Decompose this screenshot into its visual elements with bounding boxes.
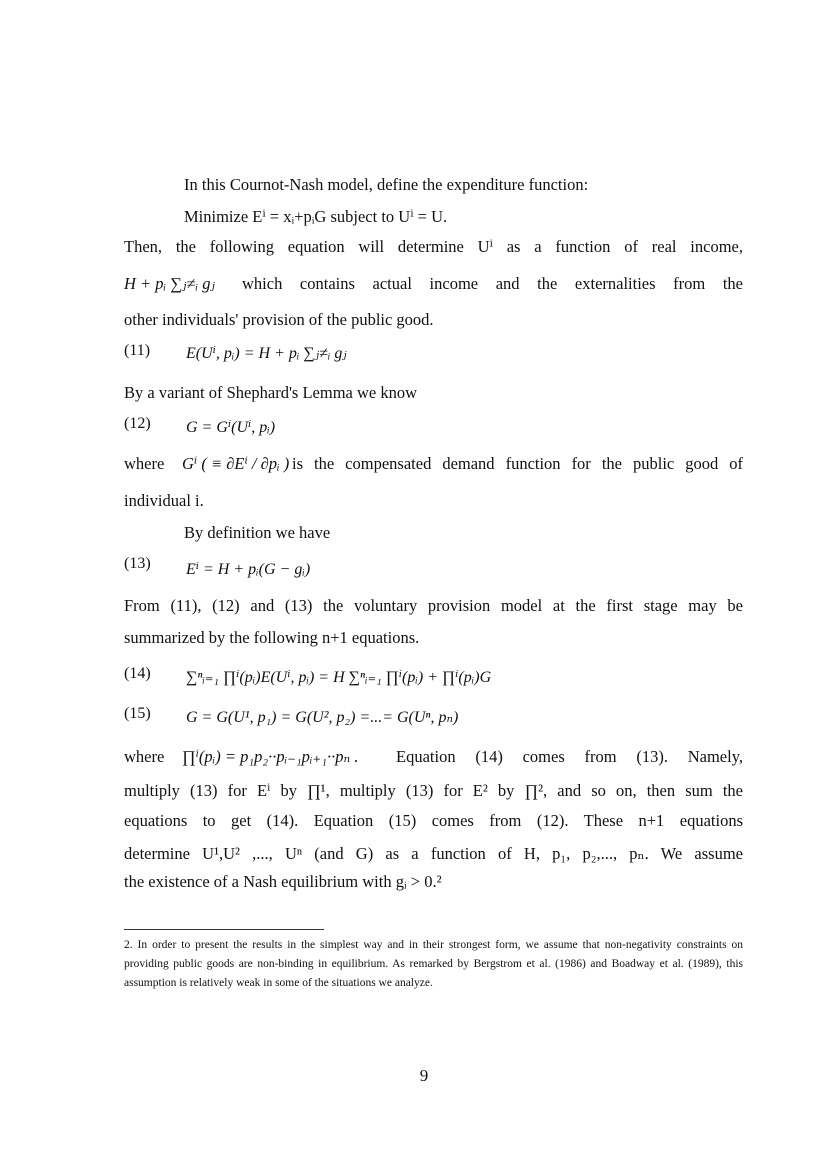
paragraph-line-13: multiply (13) for Eⁱ by ∏¹, multiply (13) for E² by ∏², and so on, then sum the	[124, 781, 743, 800]
equation-14: ∑ⁿᵢ₌₁ ∏ⁱ(pᵢ)E(Uⁱ, pᵢ) = H ∑ⁿᵢ₌₁ ∏ⁱ(pᵢ) + ∏ⁱ(pᵢ)G	[186, 669, 492, 686]
footnote-divider	[124, 929, 324, 930]
paragraph-line-4-text: which contains actual income and the externalities from the	[242, 274, 743, 293]
paragraph-line-2: Minimize Eⁱ = xᵢ+pᵢG subject to Uⁱ = U.	[184, 207, 448, 226]
paragraph-line-9: By definition we have	[184, 523, 331, 542]
where-label-2: where	[124, 747, 165, 766]
equation-13-number: (13)	[124, 555, 151, 572]
paragraph-line-4	[124, 273, 743, 295]
where-label: where	[124, 454, 165, 473]
paragraph-line-7-text: is the compensated demand function for the public good of	[292, 454, 743, 473]
paragraph-line-12-text: Equation (14) comes from (13). Namely,	[396, 747, 743, 766]
equation-13: Eⁱ = H + pᵢ(G − gᵢ)	[186, 561, 311, 578]
paragraph-line-16: the existence of a Nash equilibrium with gᵢ > 0.²	[124, 872, 442, 891]
paragraph-line-11: summarized by the following n+1 equations.	[124, 628, 420, 647]
equation-11-number: (11)	[124, 342, 151, 359]
equation-14-number: (14)	[124, 665, 151, 682]
compensated-demand-expression: Gⁱ ( ≡ ∂Eⁱ / ∂pᵢ )	[182, 454, 290, 473]
paragraph-line-1: In this Cournot-Nash model, define the expenditure function:	[184, 175, 589, 194]
equation-12-number: (12)	[124, 415, 151, 432]
paragraph-line-7	[124, 453, 743, 475]
paragraph-line-5: other individuals' provision of the public good.	[124, 310, 434, 329]
paragraph-line-12	[124, 746, 743, 768]
footnote-text: 2. In order to present the results in the simplest way and in their strongest form, we assume that non-negativity constraints on providing public goods are non-binding in equilibrium. As remarked by Bergstrom et al. (1986) and Boadway et al. (1989), this assumption is relatively weak in some of the situations we analyze.	[124, 939, 743, 989]
equation-12: G = Gⁱ(Uⁱ, pᵢ)	[186, 419, 276, 436]
equation-15: G = G(U¹, p₁) = G(U², p₂) =...= G(Uⁿ, pₙ)	[186, 709, 459, 726]
paragraph-line-3: Then, the following equation will determine Uⁱ as a function of real income,	[124, 237, 743, 256]
equation-11: E(Uⁱ, pᵢ) = H + pᵢ ∑ⱼ≠ᵢ gⱼ	[186, 345, 347, 362]
real-income-expression: H + pᵢ ∑ⱼ≠ᵢ gⱼ	[124, 274, 215, 293]
paragraph-line-14: equations to get (14). Equation (15) comes from (12). These n+1 equations	[124, 811, 743, 830]
product-expression: ∏ⁱ(pᵢ) = p₁p₂··pᵢ₋₁pᵢ₊₁··pₙ .	[182, 747, 359, 766]
paragraph-line-6: By a variant of Shephard's Lemma we know	[124, 383, 418, 402]
paragraph-line-8: individual i.	[124, 491, 204, 510]
page-number: 9	[419, 1066, 429, 1085]
paragraph-line-15: determine U¹,U² ,..., Uⁿ (and G) as a function of H, p₁, p₂,..., pₙ. We assume	[124, 844, 743, 863]
equation-15-number: (15)	[124, 705, 151, 722]
paragraph-line-10: From (11), (12) and (13) the voluntary provision model at the first stage may be	[124, 596, 743, 615]
